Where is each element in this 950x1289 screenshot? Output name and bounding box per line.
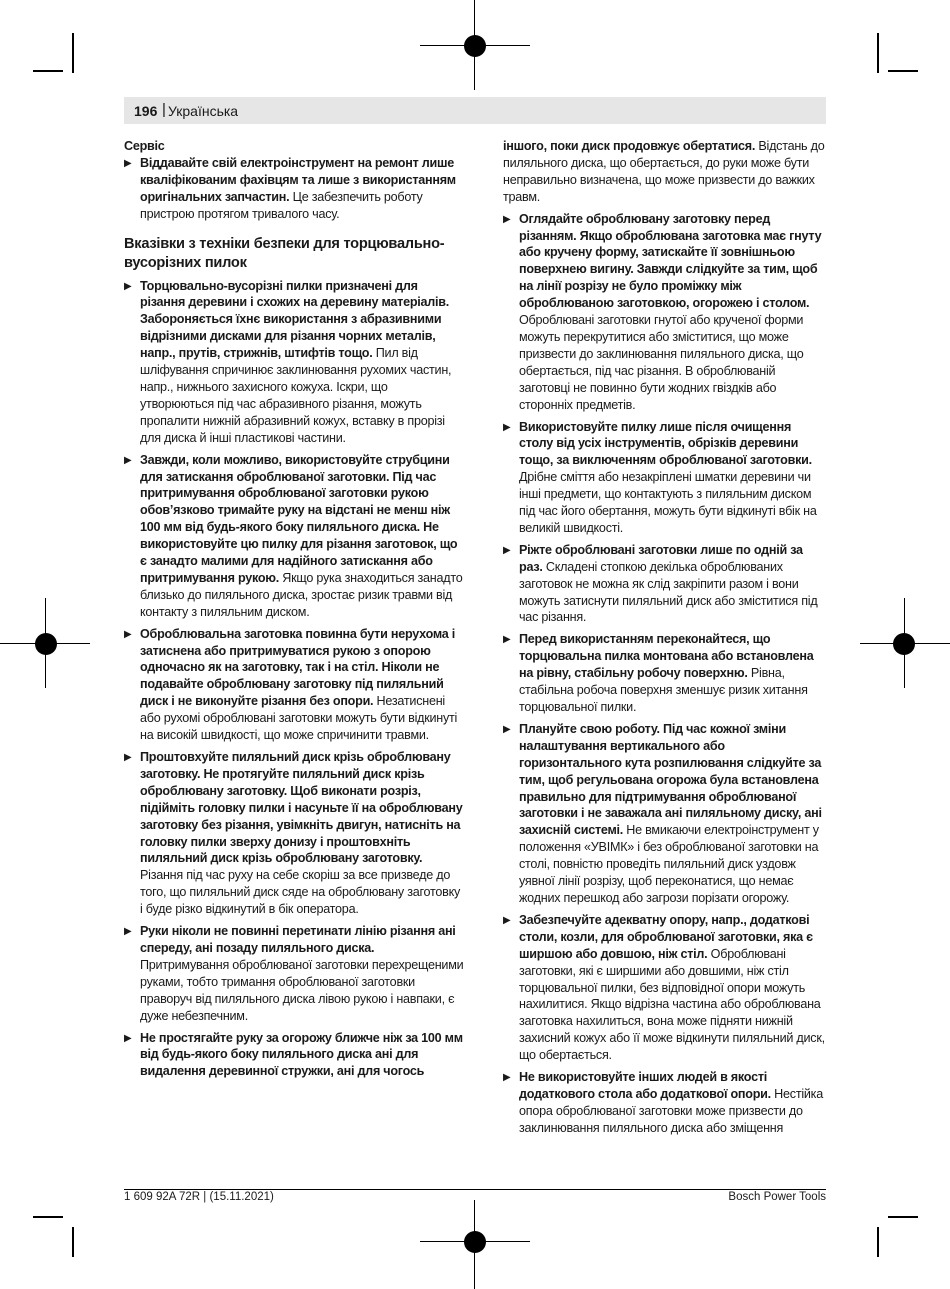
item-bold-text: Проштовхуйте пиляльний диск крізь оброблювану заготовку. Не протягуйте пиляльний диск крізь оброблювану заготовку. Щоб виконати розріз, підійміть головку пилки і насуньте її на оброблювану заготовку без різання, увімкніть двигун, натисніть на головку пилки зверху донизу і проштовхніть пиляльний диск крізь оброблювану заготовку. [140, 750, 463, 866]
bullet-triangle-icon: ▶ [503, 723, 511, 735]
bullet-triangle-icon: ▶ [124, 157, 132, 169]
bullet-triangle-icon: ▶ [124, 926, 132, 938]
item-bold-text: Ріжте оброблювані заготовки лише по одній за раз. [519, 542, 803, 574]
crop-mark [72, 1227, 74, 1257]
list-item [503, 211, 828, 414]
crop-mark [33, 70, 63, 72]
item-text: Різання під час руху на себе скоріш за все призведе до того, що пиляльний диск сяде на оброблювану заготовку і буде різко відкинутий в бік оператора. [140, 868, 461, 917]
item-bold-text: Перед використанням переконайтеся, що торцювальна пилка монтована або встановлена на рівну, стабільну робочу поверхню. [519, 632, 814, 681]
header-language: Українська [168, 103, 239, 119]
registration-dot [464, 35, 486, 57]
right-column [503, 138, 828, 1142]
item-bold-text: Забезпечуйте адекватну опору, напр., додаткові столи, козли, для оброблюваної заготовки, яка є ширшою або довшою, ніж стіл. [519, 912, 813, 961]
item-text: Рівна, стабільна робоча поверхня зменшує ризик хитання торцювальної пилки. [519, 666, 808, 714]
bullet-triangle-icon: ▶ [503, 544, 511, 556]
footer-divider [124, 1189, 826, 1190]
bullet-triangle-icon: ▶ [124, 752, 132, 763]
crop-mark [877, 33, 879, 73]
list-item [124, 452, 464, 621]
bullet-triangle-icon: ▶ [124, 454, 132, 466]
registration-dot [35, 633, 57, 655]
item-bold-text: Використовуйте пилку лише після очищення столу від усіх інструментів, обрізків деревини тощо, за виключенням оброблюваної заготовки. [519, 419, 812, 468]
item-bold-text: Не використовуйте інших людей в якості додаткового стола або додаткової опори. [519, 1070, 771, 1101]
bullet-triangle-icon: ▶ [503, 213, 511, 225]
item-text: Пил від шліфування спричинює заклинювання рухомих частин, напр., нижнього захисного кожуха. Іскри, що утворюються під час абразивного різання, можуть пропалити нижній абразивний кожух, вставку в прорізі для диска й інші пластикові частини. [140, 346, 452, 445]
item-text: Нестійка опора оброблюваної заготовки може призвести до заклинювання пиляльного диска або зміщення [519, 1086, 823, 1135]
item-text: Не вмикаючи електроінструмент у положення «УВІМК» і без оброблюваної заготовки на столі, повністю проведіть пиляльний диск уздовж уявної лінії розрізу, щоб переконатися, що немає жодних перешкод або загрози порізати огорожу. [519, 823, 819, 905]
page-number: 196 [134, 103, 158, 119]
header-separator: | [162, 101, 166, 118]
bullet-triangle-icon: ▶ [124, 1032, 132, 1044]
item-bold-text: Оброблювальна заготовка повинна бути нерухома і затиснена або притримуватися рукою з опорою одночасно як на заготовку, так і на стіл. Ніколи не подавайте оброблювану заготовку під пиляльний диск і не виконуйте різання без опори. [140, 626, 456, 709]
section-heading: Вказівки з техніки безпеки для торцювально- вусорізних пилок [124, 235, 445, 271]
item-text: Незатиснені або рухомі оброблювані заготовки можуть бути відкинуті на високій швидкості, що може спричинити травми. [140, 694, 458, 743]
bullet-triangle-icon: ▶ [503, 1072, 511, 1084]
item-text: Якщо рука знаходиться занадто близько до пиляльного диска, зростає ризик травми від контакту з пиляльним диском. [140, 570, 463, 619]
crop-mark [72, 33, 74, 73]
service-title: Сервіс [124, 139, 165, 153]
list-item [503, 1069, 828, 1137]
bullet-triangle-icon: ▶ [124, 628, 132, 640]
continuation-paragraph [503, 138, 828, 206]
list-item [124, 1030, 464, 1081]
bullet-triangle-icon: ▶ [503, 421, 511, 433]
list-item [503, 542, 828, 627]
item-text: Відстань до пиляльного диска, що обертається, до руки може бути неправильно визначена, що може призвести до важких травм. [503, 139, 825, 204]
list-item [124, 749, 464, 918]
item-bold-text: Плануйте свою роботу. Під час кожної зміни налаштування вертикального або горизонтального кута розпилювання слідкуйте за тим, щоб регульована огорожа була встановлена правильно для підтримування оброблюваної заготовки і не заважала ані пиляльному диску, ані захисній системі. [519, 721, 822, 838]
footer-document-id: 1 609 92A 72R | (15.11.2021) [124, 1191, 274, 1203]
crop-mark [888, 70, 918, 72]
item-bold-text: Оглядайте оброблювану заготовку перед різанням. Якщо оброблювана заготовка має гнуту або кручену форму, затискайте її зовнішньою поверхнею вигину. Завжди слідкуйте за тим, щоб на лінії розрізу не було проміжку між оброблюваною заготовкою, огорожею і столом. [519, 211, 822, 311]
item-bold-text: Торцювально-вусорізні пилки призначені для різання деревини і схожих на деревину матеріалів. Забороняється їхнє використання з абразивними відрізними дисками для різання чорних металів, напр., прутів, стрижнів, штифтів тощо. [140, 278, 450, 361]
list-item [124, 923, 464, 1024]
item-text: Складені стопкою декілька оброблюваних заготовок не можна як слід закріпити разом і вони можуть затиснути пиляльний диск або зміститися під час різання. [519, 559, 818, 625]
crop-mark [33, 1216, 63, 1218]
list-item [503, 419, 828, 537]
registration-dot [893, 633, 915, 655]
list-item [124, 155, 464, 223]
list-item [124, 626, 464, 744]
crop-mark [888, 1216, 918, 1218]
list-item [503, 631, 828, 716]
item-bold-text: Завжди, коли можливо, використовуйте струбцини для затискання оброблюваної заготовки. Під час притримування оброблюваної заготовки рукою обов’язково тримайте руку на відстані не менш ніж 100 мм від будь-якого боку пиляльного диска. Не використовуйте цю пилку для різання заготовок, що є занадто малими для надійного затискання або притримування рукою. [140, 452, 458, 585]
footer-brand: Bosch Power Tools [728, 1191, 826, 1203]
item-bold-text: Віддавайте свій електроінструмент на ремонт лише кваліфікованим фахівцям та лише з використанням оригінальних запчастин. [140, 155, 456, 204]
item-text: Оброблювані заготовки, які є ширшими або довшими, ніж стіл торцювальної пилки, без відповідної опори можуть нахилитися. Якщо відрізна частина або оброблювана заготовка нахилиться, вона може підняти нижній захисний кожух або її може відкинути пиляльний диск, що обертається. [519, 946, 825, 1063]
bullet-triangle-icon: ▶ [124, 280, 132, 292]
item-text: Притримування оброблюваної заготовки перехрещеними руками, тобто тримання оброблюваної заготовки праворуч від пиляльного диска лівою рукою і навпаки, є дуже небезпечним. [140, 957, 464, 1023]
registration-dot [464, 1231, 486, 1253]
item-bold-text: Не простягайте руку за огорожу ближче ніж за 100 мм від будь-якого боку пиляльного диска ані для видалення деревинної стружки, ані для чогось [140, 1030, 463, 1079]
list-item [124, 278, 464, 447]
bullet-triangle-icon: ▶ [503, 914, 511, 926]
item-bold-text: Руки ніколи не повинні перетинати лінію різання ані спереду, ані позаду пиляльного диска. [140, 924, 456, 955]
crop-mark [877, 1227, 879, 1257]
item-text: Це забезпечить роботу пристрою протягом тривалого часу. [140, 189, 423, 221]
left-column [124, 138, 464, 1085]
list-item [503, 912, 828, 1064]
list-item [503, 721, 828, 907]
bullet-triangle-icon: ▶ [503, 634, 511, 646]
item-text: Оброблювані заготовки гнутої або крученої форми можуть перекрутитися або зміститися, що може призвести до заклинювання пиляльного диска, що обертається, під час різання. В оброблюваній заготовці не повинно бути жодних гвіздків або сторонніх предметів. [519, 313, 804, 412]
item-text: Дрібне сміття або незакріплені шматки деревини чи інші предмети, що контактують з пиляльним диском під час його обертання, можуть бути відкинуті вбік на великій швидкості. [519, 470, 817, 535]
item-bold-text: іншого, поки диск продовжує обертатися. [503, 139, 756, 153]
